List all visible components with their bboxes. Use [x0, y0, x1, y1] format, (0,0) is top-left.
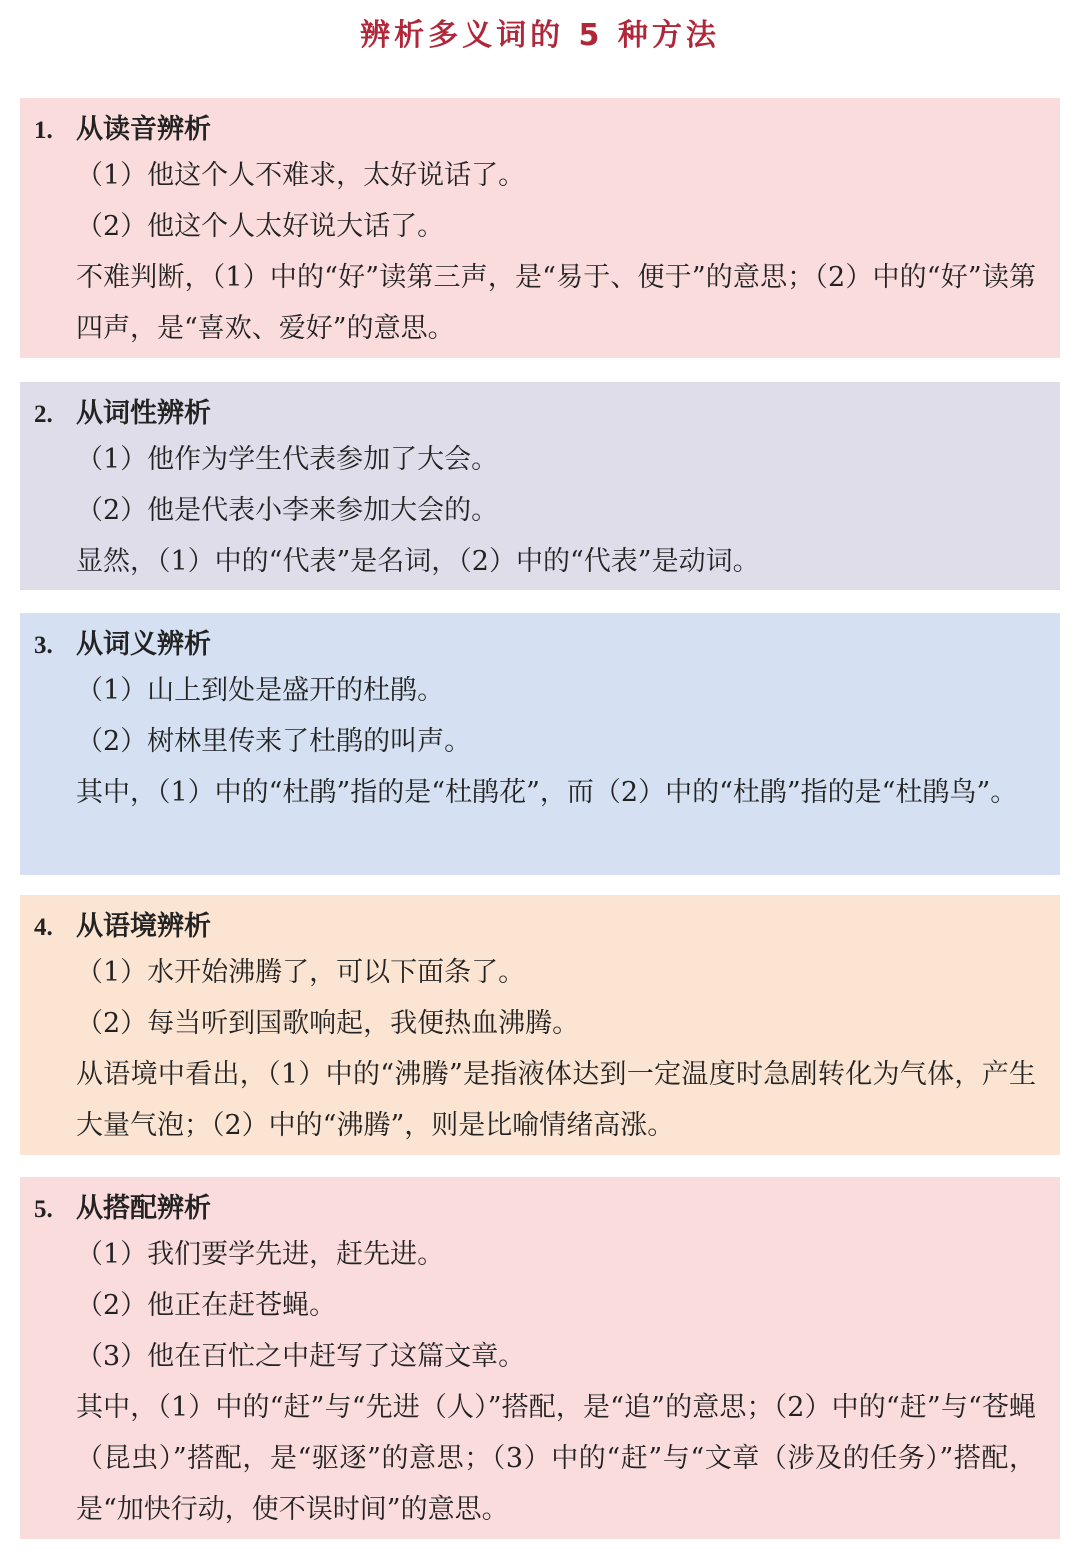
section-title: 从词性辨析 — [76, 398, 211, 429]
example-sentence: （1）我们要学先进，赶先进。 — [76, 1239, 445, 1270]
method-section-word-meaning — [20, 613, 1060, 875]
explanation-text: 其中，（1）中的“赶”与“先进（人）”搭配，是“追”的意思；（2）中的“赶”与“苍蝇（昆虫）”搭配，是“驱逐”的意思；（3）中的“赶”与“文章（涉及的任务）”搭配，是“加快行动，使不误时间”的意思。 — [76, 1392, 1036, 1525]
explanation-text: 其中，（1）中的“杜鹃”指的是“杜鹃花”，而（2）中的“杜鹃”指的是“杜鹃鸟”。 — [76, 777, 1018, 808]
section-heading — [34, 1189, 1046, 1229]
explanation-text: 从语境中看出，（1）中的“沸腾”是指液体达到一定温度时急剧转化为气体，产生大量气泡；（2）中的“沸腾”，则是比喻情绪高涨。 — [76, 1059, 1036, 1141]
section-title: 从搭配辨析 — [76, 1193, 211, 1224]
section-number: 1. — [34, 117, 53, 144]
section-heading — [34, 625, 1046, 665]
method-section-context — [20, 895, 1060, 1155]
example-sentence: （1）水开始沸腾了，可以下面条了。 — [76, 957, 526, 988]
example-sentence: （1）山上到处是盛开的杜鹃。 — [76, 675, 445, 706]
example-sentence: （2）他这个人太好说大话了。 — [76, 211, 445, 242]
explanation-text: 显然，（1）中的“代表”是名词，（2）中的“代表”是动词。 — [76, 546, 760, 577]
example-sentence: （1）他作为学生代表参加了大会。 — [76, 444, 499, 475]
section-heading — [34, 110, 1046, 150]
section-number: 5. — [34, 1196, 53, 1223]
section-number: 3. — [34, 632, 53, 659]
example-sentence: （1）他这个人不难求，太好说话了。 — [76, 160, 526, 191]
method-section-collocation — [20, 1177, 1060, 1539]
explanation-text: 不难判断，（1）中的“好”读第三声，是“易于、便于”的意思；（2）中的“好”读第四声，是“喜欢、爱好”的意思。 — [76, 262, 1036, 344]
example-sentence: （2）他正在赶苍蝇。 — [76, 1290, 337, 1321]
section-heading — [34, 907, 1046, 947]
example-sentence: （3）他在百忙之中赶写了这篇文章。 — [76, 1341, 526, 1372]
example-sentence: （2）他是代表小李来参加大会的。 — [76, 495, 499, 526]
example-sentence: （2）树林里传来了杜鹃的叫声。 — [76, 726, 472, 757]
section-title: 从语境辨析 — [76, 911, 211, 942]
section-title: 从词义辨析 — [76, 629, 211, 660]
section-title: 从读音辨析 — [76, 114, 211, 145]
method-section-read-pronunciation — [20, 98, 1060, 358]
section-number: 2. — [34, 401, 53, 428]
page-title: 辨析多义词的 5 种方法 — [360, 18, 720, 53]
method-section-part-of-speech — [20, 382, 1060, 590]
section-number: 4. — [34, 914, 53, 941]
section-heading — [34, 394, 1046, 434]
example-sentence: （2）每当听到国歌响起，我便热血沸腾。 — [76, 1008, 580, 1039]
